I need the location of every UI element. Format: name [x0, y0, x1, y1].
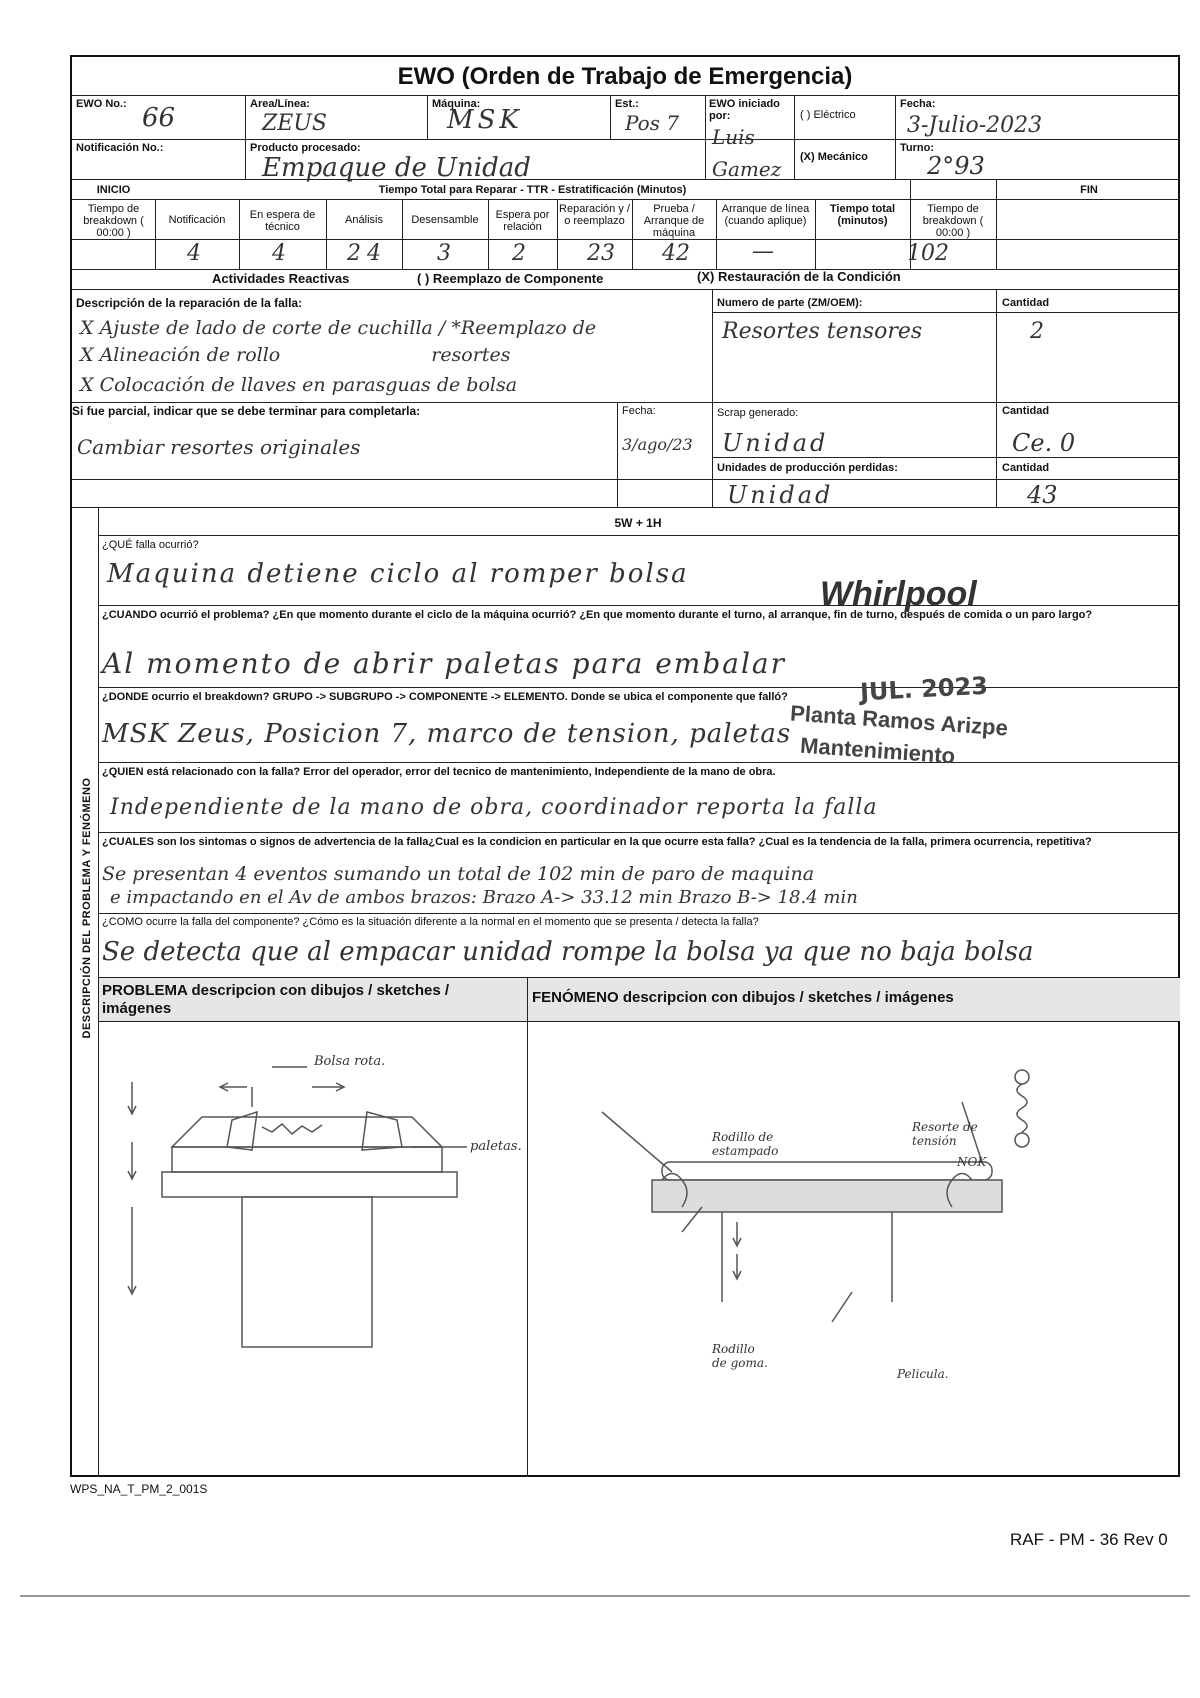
restauracion-option: (X) Restauración de la Condición — [697, 269, 901, 284]
fenomeno-title: FENÓMENO descripcion con dibujos / sketches / imágenes — [532, 989, 954, 1006]
area-value: ZEUS — [262, 111, 327, 136]
que-question: ¿QUÉ falla ocurrió? — [102, 539, 199, 551]
mecanico-option: (X) Mecánico — [800, 151, 868, 163]
w5h-side-label: DESCRIPCIÓN DEL PROBLEMA Y FENÓMENO — [81, 777, 93, 1039]
problema-sketch — [112, 1032, 512, 1352]
parte-label: Numero de parte (ZM/OEM): — [717, 297, 863, 309]
ttr-value-3: 24 — [347, 241, 387, 266]
bolsa-rota-label: Bolsa rota. — [314, 1054, 386, 1069]
stamp-line-2: Mantenimiento — [799, 732, 956, 769]
perdidas-cantidad-label: Cantidad — [1002, 462, 1050, 474]
rodillo-estampado-label: Rodillo de estampado — [712, 1130, 779, 1158]
form-revision: RAF - PM - 36 Rev 0 — [1010, 1530, 1168, 1549]
est-value: Pos 7 — [625, 111, 680, 135]
ttr-col-5: Espera por relación — [495, 209, 550, 233]
rodillo-goma-label: Rodillo de goma. — [712, 1342, 768, 1370]
parcial-label: Si fue parcial, indicar que se debe terminar para completarla: — [72, 404, 421, 418]
que-answer: Maquina detiene ciclo al romper bolsa — [107, 559, 689, 589]
ttr-col-10: Tiempo de breakdown ( 00:00 ) — [922, 203, 984, 239]
producto-label: Producto procesado: — [250, 142, 361, 154]
perdidas-label: Unidades de producción perdidas: — [717, 462, 898, 474]
parcial-fecha: 3/ago/23 — [622, 435, 693, 454]
donde-answer: MSK Zeus, Posicion 7, marco de tension, paletas — [102, 719, 792, 749]
stamp-line-1: Planta Ramos Arizpe — [789, 700, 1009, 741]
ewo-no-value: 66 — [142, 103, 176, 133]
ttr-value-6: 23 — [587, 241, 615, 266]
ttr-value-4: 3 — [437, 241, 451, 266]
form-code: WPS_NA_T_PM_2_001S — [70, 1482, 208, 1496]
fecha-value: 3-Julio-2023 — [907, 113, 1043, 138]
paletas-label: paletas. — [470, 1139, 522, 1154]
cantidad-label: Cantidad — [1002, 297, 1050, 309]
est-label: Est.: — [615, 98, 639, 110]
iniciado-label: EWO iniciado por: — [709, 98, 780, 122]
perdidas-value: Unidad — [727, 481, 834, 509]
reparacion-line-1: X Ajuste de lado de corte de cuchilla / *Reemplazo de — [80, 317, 597, 339]
fin-label: FIN — [1080, 184, 1098, 196]
reparacion-label: Descripción de la reparación de la falla: — [76, 296, 303, 310]
maquina-value: MSK — [447, 105, 523, 135]
como-question: ¿COMO ocurre la falla del componente? ¿Cómo es la situación diferente a la normal en el momento que se presenta / detecta la falla? — [102, 916, 759, 928]
ttr-col-1: Notificación — [168, 214, 226, 226]
electrico-option: ( ) Eléctrico — [800, 109, 856, 121]
ttr-value-8: — — [752, 239, 774, 264]
turno-value: 2°93 — [927, 152, 985, 180]
notificacion-label: Notificación No.: — [76, 142, 164, 154]
ttr-header: Tiempo Total para Reparar - TTR - Estratificación (Minutos) — [378, 184, 687, 196]
resorte-tension-label: Resorte de tensión — [912, 1120, 978, 1148]
ttr-value-5: 2 — [512, 241, 526, 266]
cuales-answer-2: e impactando en el Av de ambos brazos: Brazo A-> 33.12 min Brazo B-> 18.4 min — [110, 887, 858, 908]
ttr-col-9: Tiempo total (minutos) — [829, 203, 896, 227]
cuando-answer: Al momento de abrir paletas para embalar — [102, 647, 787, 680]
ttr-value-9: 102 — [907, 241, 949, 266]
parcial-value: Cambiar resortes originales — [77, 435, 361, 459]
turno-label: Turno: — [900, 142, 935, 154]
ttr-col-6: Reparación y / o reemplazo — [559, 203, 630, 227]
parcial-fecha-label: Fecha: — [622, 405, 656, 417]
form-title: EWO (Orden de Trabajo de Emergencia) — [397, 63, 853, 90]
ttr-value-1: 4 — [187, 241, 201, 266]
page-edge-line — [20, 1595, 1190, 1597]
fecha-label: Fecha: — [900, 98, 936, 110]
ewo-no-label: EWO No.: — [76, 98, 127, 110]
fenomeno-sketch — [542, 1032, 1162, 1362]
ttr-value-2: 4 — [272, 241, 286, 266]
maquina-label: Máquina: — [432, 98, 481, 110]
parte-value: Resortes tensores — [722, 319, 923, 344]
iniciado-value-2: Gamez — [712, 157, 782, 181]
ttr-col-8: Arranque de línea (cuando aplique) — [721, 203, 810, 227]
cuando-question: ¿CUANDO ocurrió el problema? ¿En que momento durante el ciclo de la máquina ocurrió? ¿En que momento durante el turno, al arranque, fin de turno, después de comida o un paro largo? — [102, 609, 1093, 621]
ttr-col-3: Análisis — [345, 214, 383, 226]
pelicula-label: Pelicula. — [897, 1367, 949, 1381]
w5h-header: 5W + 1H — [614, 516, 662, 530]
stamp-date: JUL. 2023 — [859, 671, 989, 707]
scrap-cantidad: Ce. 0 — [1012, 429, 1076, 457]
scrap-value: Unidad — [722, 429, 829, 457]
perdidas-cantidad: 43 — [1027, 481, 1058, 509]
reemplazo-option: ( ) Reemplazo de Componente — [417, 271, 604, 286]
ttr-col-2: En espera de técnico — [249, 209, 316, 233]
nok-label: NOK — [957, 1155, 987, 1169]
producto-value: Empaque de Unidad — [262, 153, 531, 183]
donde-question: ¿DONDE ocurrio el breakdown? GRUPO -> SUBGRUPO -> COMPONENTE -> ELEMENTO. Donde se ubica el componente que falló? — [102, 691, 788, 703]
ttr-col-7: Prueba / Arranque de máquina — [643, 203, 705, 239]
ewo-form — [70, 55, 1180, 1477]
como-answer: Se detecta que al empacar unidad rompe la bolsa ya que no baja bolsa — [102, 937, 1034, 967]
quien-question: ¿QUIEN está relacionado con la falla? Error del operador, error del tecnico de mantenimiento, Independiente de la mano de obra. — [102, 766, 776, 778]
iniciado-value-1: Luis — [712, 125, 755, 149]
scrap-label: Scrap generado: — [717, 407, 799, 419]
inicio-label: INICIO — [96, 184, 131, 196]
ttr-col-4: Desensamble — [411, 214, 479, 226]
ttr-col-0: Tiempo de breakdown ( 00:00 ) — [83, 203, 144, 239]
cuales-answer-1: Se presentan 4 eventos sumando un total de 102 min de paro de maquina — [102, 863, 815, 885]
reparacion-line-3: X Colocación de llaves en parasguas de bolsa — [80, 374, 518, 396]
cantidad-value: 2 — [1030, 319, 1044, 344]
scrap-cantidad-label: Cantidad — [1002, 405, 1050, 417]
actividades-reactivas: Actividades Reactivas — [212, 271, 350, 286]
quien-answer: Independiente de la mano de obra, coordinador reporta la falla — [110, 795, 878, 820]
whirlpool-stamp-logo: Whirlpool — [820, 575, 977, 613]
reparacion-line-2: X Alineación de rollo resortes — [80, 344, 511, 366]
problema-title: PROBLEMA descripcion con dibujos / sketches / imágenes — [102, 982, 450, 1017]
cuales-question: ¿CUALES son los sintomas o signos de advertencia de la falla¿Cual es la condicion en particular en la que ocurre esta falla? ¿Cual es la tendencia de la falla, primera ocurrencia, repetitiva? — [102, 836, 1092, 848]
area-label: Area/Línea: — [250, 98, 310, 110]
ttr-value-7: 42 — [662, 241, 690, 266]
